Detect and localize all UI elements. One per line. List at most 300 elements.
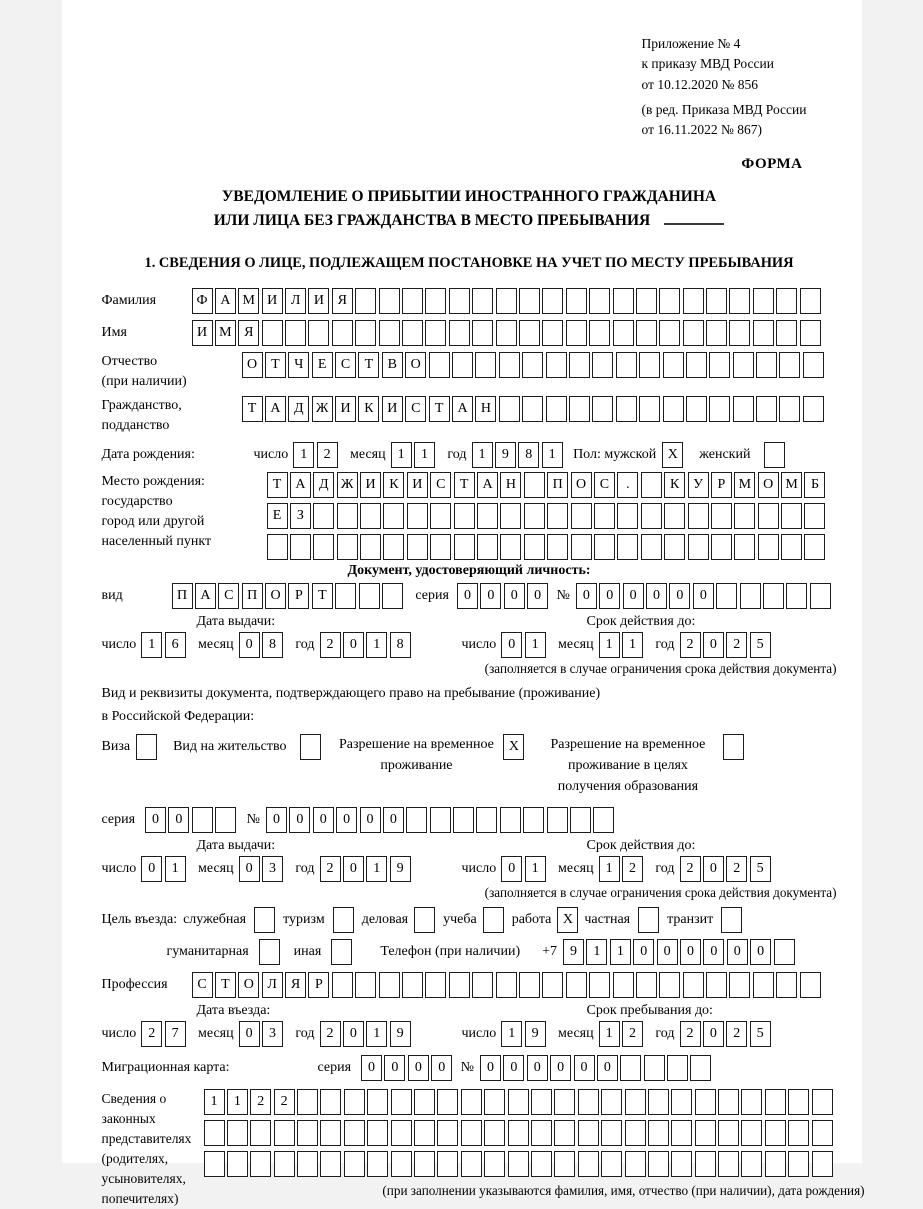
form-cell[interactable] — [477, 534, 498, 560]
form-cell[interactable] — [531, 1120, 552, 1146]
form-cell[interactable] — [355, 288, 376, 314]
form-cell[interactable] — [250, 1151, 271, 1177]
form-cell[interactable] — [663, 352, 684, 378]
form-cell[interactable] — [601, 1120, 622, 1146]
form-cell[interactable]: 0 — [597, 1055, 618, 1081]
form-cell[interactable] — [613, 288, 634, 314]
form-cell[interactable] — [812, 1120, 833, 1146]
form-cell[interactable]: 2 — [622, 1021, 643, 1047]
form-cell[interactable] — [734, 503, 755, 529]
form-cell[interactable] — [344, 1120, 365, 1146]
form-cell[interactable]: 2 — [274, 1089, 295, 1115]
form-cell[interactable]: И — [262, 288, 283, 314]
form-cell[interactable] — [786, 583, 807, 609]
form-cell[interactable] — [554, 1151, 575, 1177]
form-cell[interactable]: И — [192, 320, 213, 346]
form-cell[interactable] — [625, 1089, 646, 1115]
form-cell[interactable] — [641, 472, 662, 498]
form-cell[interactable] — [496, 320, 517, 346]
form-cell[interactable]: 0 — [289, 807, 310, 833]
form-cell[interactable]: 0 — [703, 1021, 724, 1047]
form-cell[interactable] — [522, 352, 543, 378]
form-cell[interactable] — [804, 534, 825, 560]
form-cell[interactable] — [686, 352, 707, 378]
form-cell[interactable]: 2 — [726, 1021, 747, 1047]
form-cell[interactable] — [578, 1151, 599, 1177]
form-cell[interactable] — [803, 352, 824, 378]
form-cell[interactable]: Р — [288, 583, 309, 609]
form-cell[interactable]: Ф — [192, 288, 213, 314]
form-cell[interactable]: 9 — [563, 939, 584, 965]
form-cell[interactable] — [531, 1151, 552, 1177]
form-cell[interactable]: Ч — [288, 352, 309, 378]
form-cell[interactable]: М — [238, 288, 259, 314]
form-cell[interactable]: 1 — [204, 1089, 225, 1115]
form-cell[interactable] — [496, 972, 517, 998]
form-cell[interactable] — [379, 972, 400, 998]
form-cell[interactable]: У — [688, 472, 709, 498]
form-cell[interactable]: А — [195, 583, 216, 609]
form-cell[interactable]: С — [430, 472, 451, 498]
form-cell[interactable] — [406, 807, 427, 833]
form-cell[interactable] — [803, 396, 824, 422]
form-cell[interactable] — [706, 320, 727, 346]
form-cell[interactable]: 3 — [262, 856, 283, 882]
form-cell[interactable]: Т — [454, 472, 475, 498]
form-cell[interactable] — [542, 972, 563, 998]
form-cell[interactable] — [709, 352, 730, 378]
form-cell[interactable] — [499, 396, 520, 422]
form-cell[interactable] — [758, 534, 779, 560]
form-cell[interactable]: А — [452, 396, 473, 422]
form-cell[interactable] — [566, 320, 587, 346]
form-cell[interactable] — [524, 472, 545, 498]
form-cell[interactable]: 0 — [384, 1055, 405, 1081]
form-cell[interactable]: С — [594, 472, 615, 498]
form-cell[interactable] — [589, 972, 610, 998]
form-cell[interactable]: Т — [265, 352, 286, 378]
form-cell[interactable]: 0 — [633, 939, 654, 965]
form-cell[interactable]: 9 — [525, 1021, 546, 1047]
form-cell[interactable] — [425, 972, 446, 998]
form-cell[interactable]: А — [215, 288, 236, 314]
form-cell[interactable]: 0 — [703, 856, 724, 882]
form-cell[interactable] — [484, 1089, 505, 1115]
form-cell[interactable] — [313, 534, 334, 560]
form-cell[interactable]: 8 — [262, 632, 283, 658]
form-cell[interactable]: 1 — [599, 1021, 620, 1047]
form-cell[interactable]: 0 — [501, 856, 522, 882]
form-cell[interactable] — [379, 320, 400, 346]
form-cell[interactable]: 0 — [266, 807, 287, 833]
form-cell[interactable] — [367, 1089, 388, 1115]
form-cell[interactable] — [636, 972, 657, 998]
form-cell[interactable]: 0 — [168, 807, 189, 833]
form-cell[interactable] — [776, 320, 797, 346]
form-cell[interactable]: О — [758, 472, 779, 498]
form-cell[interactable]: К — [358, 396, 379, 422]
form-cell[interactable]: 0 — [680, 939, 701, 965]
form-cell[interactable] — [437, 1151, 458, 1177]
form-cell[interactable] — [524, 503, 545, 529]
form-cell[interactable] — [500, 534, 521, 560]
form-cell[interactable] — [578, 1089, 599, 1115]
form-cell[interactable]: Я — [238, 320, 259, 346]
form-cell[interactable] — [616, 352, 637, 378]
form-cell[interactable] — [690, 1055, 711, 1081]
form-cell[interactable] — [250, 1120, 271, 1146]
form-cell[interactable]: 0 — [480, 583, 501, 609]
form-cell[interactable]: Р — [308, 972, 329, 998]
form-cell[interactable] — [659, 320, 680, 346]
form-cell[interactable] — [664, 534, 685, 560]
form-cell[interactable]: П — [172, 583, 193, 609]
form-cell[interactable] — [227, 1120, 248, 1146]
form-cell[interactable] — [437, 1089, 458, 1115]
form-cell[interactable] — [718, 1089, 739, 1115]
form-cell[interactable]: 0 — [343, 1021, 364, 1047]
form-cell[interactable] — [601, 1151, 622, 1177]
form-cell[interactable]: 1 — [141, 632, 162, 658]
form-cell[interactable] — [779, 396, 800, 422]
form-cell[interactable] — [508, 1151, 529, 1177]
form-cell[interactable] — [472, 320, 493, 346]
form-cell[interactable] — [262, 320, 283, 346]
form-cell[interactable] — [788, 1089, 809, 1115]
form-cell[interactable] — [566, 972, 587, 998]
form-cell[interactable]: И — [360, 472, 381, 498]
form-cell[interactable] — [593, 807, 614, 833]
form-cell[interactable] — [617, 534, 638, 560]
form-cell[interactable]: 0 — [657, 939, 678, 965]
temp-residence-education-checkbox[interactable] — [723, 734, 744, 760]
form-cell[interactable]: 0 — [576, 583, 597, 609]
form-cell[interactable] — [290, 534, 311, 560]
form-cell[interactable] — [524, 534, 545, 560]
form-cell[interactable]: 0 — [408, 1055, 429, 1081]
form-cell[interactable] — [335, 583, 356, 609]
form-cell[interactable] — [360, 534, 381, 560]
form-cell[interactable] — [800, 320, 821, 346]
form-cell[interactable] — [204, 1151, 225, 1177]
form-cell[interactable] — [367, 1151, 388, 1177]
form-cell[interactable]: 0 — [239, 856, 260, 882]
form-cell[interactable] — [671, 1120, 692, 1146]
form-cell[interactable]: 1 — [293, 442, 314, 468]
form-cell[interactable]: 9 — [390, 856, 411, 882]
form-cell[interactable] — [812, 1151, 833, 1177]
purpose-other-checkbox[interactable] — [331, 939, 352, 965]
form-cell[interactable]: 1 — [525, 856, 546, 882]
form-cell[interactable] — [472, 288, 493, 314]
form-cell[interactable] — [753, 320, 774, 346]
form-cell[interactable] — [430, 534, 451, 560]
form-cell[interactable]: 0 — [431, 1055, 452, 1081]
form-cell[interactable] — [613, 320, 634, 346]
form-cell[interactable]: Е — [267, 503, 288, 529]
form-cell[interactable]: О — [238, 972, 259, 998]
form-cell[interactable]: 0 — [693, 583, 714, 609]
form-cell[interactable]: 0 — [383, 807, 404, 833]
purpose-humanitarian-checkbox[interactable] — [259, 939, 280, 965]
form-cell[interactable]: А — [290, 472, 311, 498]
form-cell[interactable] — [204, 1120, 225, 1146]
form-cell[interactable] — [711, 534, 732, 560]
form-cell[interactable] — [449, 972, 470, 998]
form-cell[interactable]: 0 — [527, 1055, 548, 1081]
form-cell[interactable]: Н — [500, 472, 521, 498]
form-cell[interactable]: П — [547, 472, 568, 498]
form-cell[interactable] — [774, 939, 795, 965]
form-cell[interactable] — [344, 1089, 365, 1115]
purpose-business-checkbox[interactable] — [414, 907, 435, 933]
form-cell[interactable] — [729, 288, 750, 314]
form-cell[interactable] — [320, 1151, 341, 1177]
form-cell[interactable] — [402, 320, 423, 346]
form-cell[interactable] — [414, 1120, 435, 1146]
form-cell[interactable]: М — [215, 320, 236, 346]
form-cell[interactable]: 0 — [145, 807, 166, 833]
form-cell[interactable] — [519, 288, 540, 314]
form-cell[interactable] — [297, 1089, 318, 1115]
form-cell[interactable] — [542, 288, 563, 314]
form-cell[interactable]: Б — [804, 472, 825, 498]
form-cell[interactable] — [570, 807, 591, 833]
form-cell[interactable] — [589, 320, 610, 346]
purpose-tourism-checkbox[interactable] — [333, 907, 354, 933]
form-cell[interactable]: С — [218, 583, 239, 609]
form-cell[interactable]: Д — [313, 472, 334, 498]
form-cell[interactable]: З — [290, 503, 311, 529]
form-cell[interactable] — [391, 1120, 412, 1146]
form-cell[interactable]: 0 — [727, 939, 748, 965]
form-cell[interactable]: 1 — [599, 856, 620, 882]
form-cell[interactable] — [499, 352, 520, 378]
form-cell[interactable] — [484, 1120, 505, 1146]
form-cell[interactable] — [430, 503, 451, 529]
form-cell[interactable]: 2 — [680, 1021, 701, 1047]
form-cell[interactable] — [729, 972, 750, 998]
form-cell[interactable] — [522, 396, 543, 422]
form-cell[interactable] — [569, 396, 590, 422]
form-cell[interactable] — [476, 807, 497, 833]
form-cell[interactable]: М — [781, 472, 802, 498]
form-cell[interactable] — [453, 807, 474, 833]
form-cell[interactable] — [733, 396, 754, 422]
form-cell[interactable] — [360, 503, 381, 529]
form-cell[interactable] — [227, 1151, 248, 1177]
form-cell[interactable] — [636, 320, 657, 346]
purpose-transit-checkbox[interactable] — [721, 907, 742, 933]
form-cell[interactable] — [571, 503, 592, 529]
temp-residence-checkbox[interactable]: X — [503, 734, 524, 760]
form-cell[interactable] — [667, 1055, 688, 1081]
form-cell[interactable] — [332, 320, 353, 346]
form-cell[interactable] — [332, 972, 353, 998]
form-cell[interactable] — [613, 972, 634, 998]
form-cell[interactable] — [711, 503, 732, 529]
form-cell[interactable] — [461, 1120, 482, 1146]
form-cell[interactable] — [733, 352, 754, 378]
form-cell[interactable]: 1 — [542, 442, 563, 468]
form-cell[interactable] — [617, 503, 638, 529]
form-cell[interactable]: 0 — [141, 856, 162, 882]
form-cell[interactable] — [547, 534, 568, 560]
form-cell[interactable]: Я — [332, 288, 353, 314]
form-cell[interactable] — [578, 1120, 599, 1146]
form-cell[interactable]: Т — [242, 396, 263, 422]
form-cell[interactable] — [546, 352, 567, 378]
form-cell[interactable] — [542, 320, 563, 346]
form-cell[interactable]: 1 — [366, 632, 387, 658]
form-cell[interactable] — [461, 1151, 482, 1177]
form-cell[interactable]: П — [242, 583, 263, 609]
form-cell[interactable] — [383, 503, 404, 529]
form-cell[interactable] — [554, 1089, 575, 1115]
form-cell[interactable] — [382, 583, 403, 609]
form-cell[interactable] — [274, 1151, 295, 1177]
form-cell[interactable]: 0 — [574, 1055, 595, 1081]
form-cell[interactable] — [472, 972, 493, 998]
form-cell[interactable]: 1 — [391, 442, 412, 468]
form-cell[interactable] — [402, 288, 423, 314]
form-cell[interactable]: 0 — [599, 583, 620, 609]
form-cell[interactable]: К — [664, 472, 685, 498]
form-cell[interactable]: 2 — [320, 856, 341, 882]
form-cell[interactable] — [359, 583, 380, 609]
form-cell[interactable]: 1 — [501, 1021, 522, 1047]
form-cell[interactable]: 2 — [317, 442, 338, 468]
form-cell[interactable] — [765, 1151, 786, 1177]
form-cell[interactable]: 9 — [495, 442, 516, 468]
form-cell[interactable]: 7 — [165, 1021, 186, 1047]
form-cell[interactable] — [709, 396, 730, 422]
form-cell[interactable] — [477, 503, 498, 529]
form-cell[interactable] — [753, 972, 774, 998]
form-cell[interactable] — [589, 288, 610, 314]
form-cell[interactable] — [664, 503, 685, 529]
form-cell[interactable]: 1 — [366, 1021, 387, 1047]
form-cell[interactable]: 1 — [165, 856, 186, 882]
form-cell[interactable] — [285, 320, 306, 346]
form-cell[interactable] — [425, 288, 446, 314]
form-cell[interactable] — [601, 1089, 622, 1115]
form-cell[interactable] — [379, 288, 400, 314]
form-cell[interactable] — [718, 1151, 739, 1177]
form-cell[interactable]: А — [265, 396, 286, 422]
form-cell[interactable]: 0 — [239, 1021, 260, 1047]
form-cell[interactable] — [215, 807, 236, 833]
form-cell[interactable]: 2 — [141, 1021, 162, 1047]
form-cell[interactable]: А — [477, 472, 498, 498]
form-cell[interactable]: 0 — [361, 1055, 382, 1081]
form-cell[interactable] — [716, 583, 737, 609]
form-cell[interactable]: 0 — [336, 807, 357, 833]
form-cell[interactable] — [641, 534, 662, 560]
form-cell[interactable] — [308, 320, 329, 346]
form-cell[interactable]: 1 — [586, 939, 607, 965]
form-cell[interactable] — [779, 352, 800, 378]
form-cell[interactable] — [454, 503, 475, 529]
form-cell[interactable] — [812, 1089, 833, 1115]
form-cell[interactable]: 2 — [622, 856, 643, 882]
form-cell[interactable] — [648, 1151, 669, 1177]
form-cell[interactable]: 2 — [250, 1089, 271, 1115]
form-cell[interactable]: О — [265, 583, 286, 609]
form-cell[interactable] — [616, 396, 637, 422]
form-cell[interactable]: С — [335, 352, 356, 378]
residence-permit-checkbox[interactable] — [300, 734, 321, 760]
form-cell[interactable]: 9 — [390, 1021, 411, 1047]
form-cell[interactable] — [519, 972, 540, 998]
form-cell[interactable] — [407, 534, 428, 560]
form-cell[interactable] — [414, 1151, 435, 1177]
form-cell[interactable] — [449, 320, 470, 346]
form-cell[interactable] — [519, 320, 540, 346]
form-cell[interactable] — [430, 807, 451, 833]
form-cell[interactable]: Я — [285, 972, 306, 998]
form-cell[interactable] — [625, 1120, 646, 1146]
form-cell[interactable] — [804, 503, 825, 529]
form-cell[interactable] — [756, 396, 777, 422]
form-cell[interactable]: 0 — [457, 583, 478, 609]
form-cell[interactable]: 0 — [343, 632, 364, 658]
form-cell[interactable] — [729, 320, 750, 346]
form-cell[interactable] — [569, 352, 590, 378]
form-cell[interactable]: С — [405, 396, 426, 422]
form-cell[interactable] — [706, 972, 727, 998]
form-cell[interactable] — [756, 352, 777, 378]
form-cell[interactable]: К — [383, 472, 404, 498]
purpose-private-checkbox[interactable] — [638, 907, 659, 933]
form-cell[interactable] — [740, 583, 761, 609]
form-cell[interactable]: 0 — [550, 1055, 571, 1081]
form-cell[interactable] — [571, 534, 592, 560]
form-cell[interactable]: 2 — [680, 856, 701, 882]
form-cell[interactable]: 0 — [503, 1055, 524, 1081]
form-cell[interactable] — [546, 396, 567, 422]
form-cell[interactable] — [484, 1151, 505, 1177]
form-cell[interactable] — [781, 534, 802, 560]
form-cell[interactable] — [636, 288, 657, 314]
form-cell[interactable] — [686, 396, 707, 422]
form-cell[interactable] — [337, 503, 358, 529]
form-cell[interactable] — [639, 352, 660, 378]
form-cell[interactable] — [402, 972, 423, 998]
form-cell[interactable] — [706, 288, 727, 314]
form-cell[interactable]: 0 — [669, 583, 690, 609]
form-cell[interactable] — [594, 503, 615, 529]
form-cell[interactable] — [644, 1055, 665, 1081]
form-cell[interactable] — [383, 534, 404, 560]
form-cell[interactable] — [648, 1120, 669, 1146]
form-cell[interactable]: Р — [711, 472, 732, 498]
form-cell[interactable] — [683, 320, 704, 346]
form-cell[interactable]: Ж — [312, 396, 333, 422]
form-cell[interactable] — [566, 288, 587, 314]
form-cell[interactable] — [391, 1151, 412, 1177]
form-cell[interactable]: . — [617, 472, 638, 498]
form-cell[interactable] — [741, 1120, 762, 1146]
form-cell[interactable]: 6 — [165, 632, 186, 658]
form-cell[interactable]: 0 — [703, 939, 724, 965]
form-cell[interactable] — [337, 534, 358, 560]
form-cell[interactable]: Л — [262, 972, 283, 998]
form-cell[interactable] — [452, 352, 473, 378]
form-cell[interactable]: 5 — [750, 856, 771, 882]
form-cell[interactable] — [683, 288, 704, 314]
form-cell[interactable]: Л — [285, 288, 306, 314]
